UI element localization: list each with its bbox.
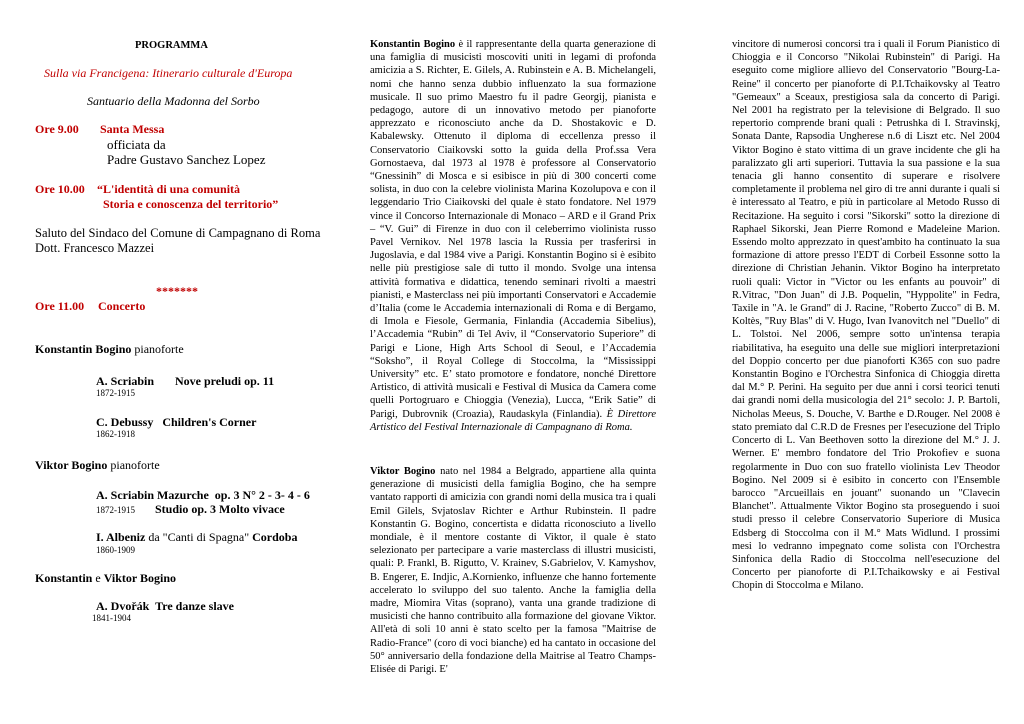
bio-viktor-text: nato nel 1984 a Belgrado, appartiene alla quinta generazione di musicisti della famiglia Bogino, che ha sempre vantato rapporti di amicizia con grandi nomi della musica tra i quali Emil Gilels, Svjatoslav Richter e Arthur Rubinstein. Il padre Konstantin G. Bogino, concertista e didatta riconosciuto a livello mondiale, è il mentore costante di Viktor, il quale è stato selezionato per partecipare a varie masterclass di illustri musicisti, quali: P. Frankl, B. Rigutto, V. Krainev, S.Gabrielov, V. Kamyshov, B. Engerer, E. Indjic, A.Kornienko, influenze che hanno fortemente accelerato lo sviluppo del suo talento. Anche la famiglia della madre, Miomira Vitas (soprano), vanta una grande tradizione di musicisti che hanno contribuito alla formazione del giovane Viktor. All'età di soli 10 anni è stato scelto per la famosa "Maitrise de Radio-France" (coro di voci bianche) ed ha cantato in occasione del 50° anniversario della fondazione della Maitrise al Teatro Champs-Elisée di Parigi. E' [370,466,656,676]
work-scriabin-years: 1872-1915 [96,388,135,398]
work-dvorak: A. Dvořák Tre danze slave [96,599,234,613]
performer-konstantin: Konstantin Bogino pianoforte [35,342,184,356]
programme-subtitle: Sulla via Francigena: Itinerario culturale d'Europa [44,66,293,80]
work-debussy-years: 1862-1918 [96,429,135,439]
work-debussy: C. Debussy Children's Corner [96,415,257,429]
mass-officiant-name: Padre Gustavo Sanchez Lopez [107,152,266,167]
venue: Santuario della Madonna del Sorbo [87,94,260,108]
bio-viktor-continued: vincitore di numerosi concorsi tra i quali il Forum Pianistico di Chioggia e il Concorso "Nikolai Rubinstein" di Parigi. Ha eseguito come migliore allievo del Conservatorio "Bourg-La-Reine" il concerto per pianoforte di P.I.Tchaikovsky al Teatro "Gemeaux" a Sceaux, prestigiosa sala da concerto di Parigi. Nel 2001 ha registrato per la televisione di Belgrado. Il suo repertorio comprende brani quali : Petrushka di I. Stravinskj, Sonata Dante, Rapsodia Ungherese n.6 di Liszt etc. Nel 2004 Viktor Bogino è stato vittima di un grave incidente che gli ha paralizzato gli arti superiori. Tuttavia la sua passione e la sua tenacia gli hanno consentito di superare e risolvere completamente il problema nel giro di tre anni durante i quali si è interessato al Teatro, e più in particolare al Metodo Russo di Recitazione. Ha seguito i corsi "Sikorski" sotto la direzione di Raphael Sikorski, Jean Pierre Romond e Madeleine Marion. Essendo molto apprezzato in quest'ambito ha continuato la sua formazione di attore presso l'EDT di Corbeil Essonne sotto la direzione di Christian Jehanin. Viktor Bogino ha interpretato ruoli quali: Victor in "Victor ou les enfants au pouvoir" di R.Vitrac, "Don Juan" di J.B. Poquelin, "Hyppolite" in Fedra, Taxile in "A. le Grand" di J. Racine, "Roberto Zucco" di B. M. Koltès, "Ruy Blas" di V. Hugo, Ivan Ivanovitch nel "Duello" di L. Tolstoi. Nel 2006, sempre sotto un'intensa terapia riabilitativa, ha eseguito una delle sue migliori interpretazioni del Doppio concerto per due pianoforti K365 con suo padre Konstantin Bogino e l'Orchestra Sinfonica di Chioggia diretta dal M.° P. Perini. Ha seguito per due anni i corsi teorici tenuti dai grandi nomi della musicologia del 21° secolo: J. P. Bartoli, Nicholas Meeus, S. Douche, V. Barthe e D.Rouger. Nel 2008 è stato premiato dal C.R.D de Fresnes per l'esecuzione del Triplo Concerto di L. Van Beethoven sotto la direzione del M.° J. J. Werner. E' membro fondatore del Trio Prokofiev e suona regolarmente in Duo con suo fratello violinista Lev Theodor Bogino. Nel 2009 si è esibito in concerto con l'Ensemble barocco "Arcueillais en jouant" suonando un "Clavecin Blanchet". Attualmente Viktor Bogino sta proseguendo i suoi studi presso il celebre Conservatorio Superiore di Musica Edsberg di Stoccolma con il M.° Mats Widlund. I prossimi mesi lo vedranno impegnato come solista con l'Orchestra Sinfonica della Radio di Stoccolma nell'esecuzione del Concerto per pianoforte di P.I.Tchaikowsky e ai Festival Chopin di Stoccolma e Milano. [732,39,1000,592]
separator-stars: ******* [156,284,198,298]
greeting-line: Saluto del Sindaco del Comune di Campagnano di Roma [35,226,321,240]
talk-title: “L'identità di una comunità [97,182,241,196]
talk-time: Ore 10.00 [35,182,85,196]
bio-konstantin-role: È Direttore Artistico del Festival Internazionale di Campagnano di Roma. [370,408,656,433]
bio-konstantin-text: è il rappresentante della quarta generazione di una famiglia di musicisti moscoviti uniti in legami di profonda amicizia a S. Richter, E. Gilels, A. Rubinstein e A. B. Michelangeli, nomi che hanno senza dubbio influenzato la sua formazione musicale. Il suo primo Maestro fu il padre Georgij, pianista e pedagogo, autore di un innovativo metodo per pianoforte apprezzato e riconosciuto anche da D. Shostakovic e D. Kabalewsky. Ottenuto il diploma di eccellenza presso il Conservatorio Ciaikovski sotto la guida della Prof.ssa Vera Gornostaeva, dal 1973 al 1978 è professore al Conservatorio “Gnessinih” di Mosca e si esibisce in più di 300 concerti come solista, in duo con la celebre violinista Marina Kozolupova e con il leggendario Trio Ciaikovski del quale è stato fondatore. Nel 1979 vince il Concorso Internazionale di Monaco – ARD e il Grand Prix – “V. Gui” di Firenze in duo con il celeberrimo violinista russo Pavel Vernikov. Nel 1978 lascia la Russia per trasferirsi in Jugoslavia, e dal 1984 vive a Parigi. Konstantin Bogino si è esibito nelle più prestigiose sale di tutto il mondo. Svolge una intensa attività formativa e didattica, tenendo seminari rivolti a maestri pianisti, e Masterclass nei più importanti Conservatori e Accademie d’Italia (come le Accademia internazionali di Roma e di Bergamo, di Imola e Fiesole, Germania, Finlandia (Accademia Sibelius), l’Accademia “Rubin” di Tel Aviv, il “Conservatorio Superiore” di Parigi e Lione, High Arts School di Seoul, e l’Accademia “Soksho”, il Royal College di Stoccolma, la “Mississippi University” etc. E’ stato promotore e fondatore, nonché Direttore Artistico, di attività musicali e Festival di Musica da Camera come quelli Portogruaro e Chioggia (Venezia), Lucca, “Erik Satie” di Parigi, Dubrovnik (Croazia), Raudaskyla (Finlandia). [370,39,656,420]
work-scriabin-mazurche-years: 1872-1915 [96,505,135,515]
work-scriabin-studio: Studio op. 3 Molto vivace [155,502,285,516]
concert-time: Ore 11.00 [35,299,85,313]
performer-duo: Konstantin e Viktor Bogino [35,571,177,585]
mass-title: Santa Messa [100,122,165,136]
programme-heading: PROGRAMMA [135,40,208,51]
mass-time: Ore 9.00 [35,122,79,136]
performer-viktor: Viktor Bogino pianoforte [35,458,160,472]
work-scriabin-mazurche: A. Scriabin Mazurche op. 3 N° 2 - 3- 4 - 6 [96,488,310,502]
bio-konstantin-name: Konstantin Bogino [370,39,456,50]
bio-viktor-name: Viktor Bogino [370,466,436,477]
work-albeniz: I. Albeniz da "Canti di Spagna" Cordoba [96,530,298,544]
bio-konstantin [370,38,656,434]
work-scriabin-preludi: A. Scriabin Nove preludi op. 11 [96,374,275,388]
mass-officiant-line: officiata da [107,137,166,152]
mayor-name: Dott. Francesco Mazzei [35,241,155,255]
concert-title: Concerto [98,299,146,313]
work-dvorak-years: 1841-1904 [92,613,131,623]
bio-viktor [370,465,656,676]
work-albeniz-years: 1860-1909 [96,545,135,555]
talk-subtitle: Storia e conoscenza del territorio” [103,197,279,211]
